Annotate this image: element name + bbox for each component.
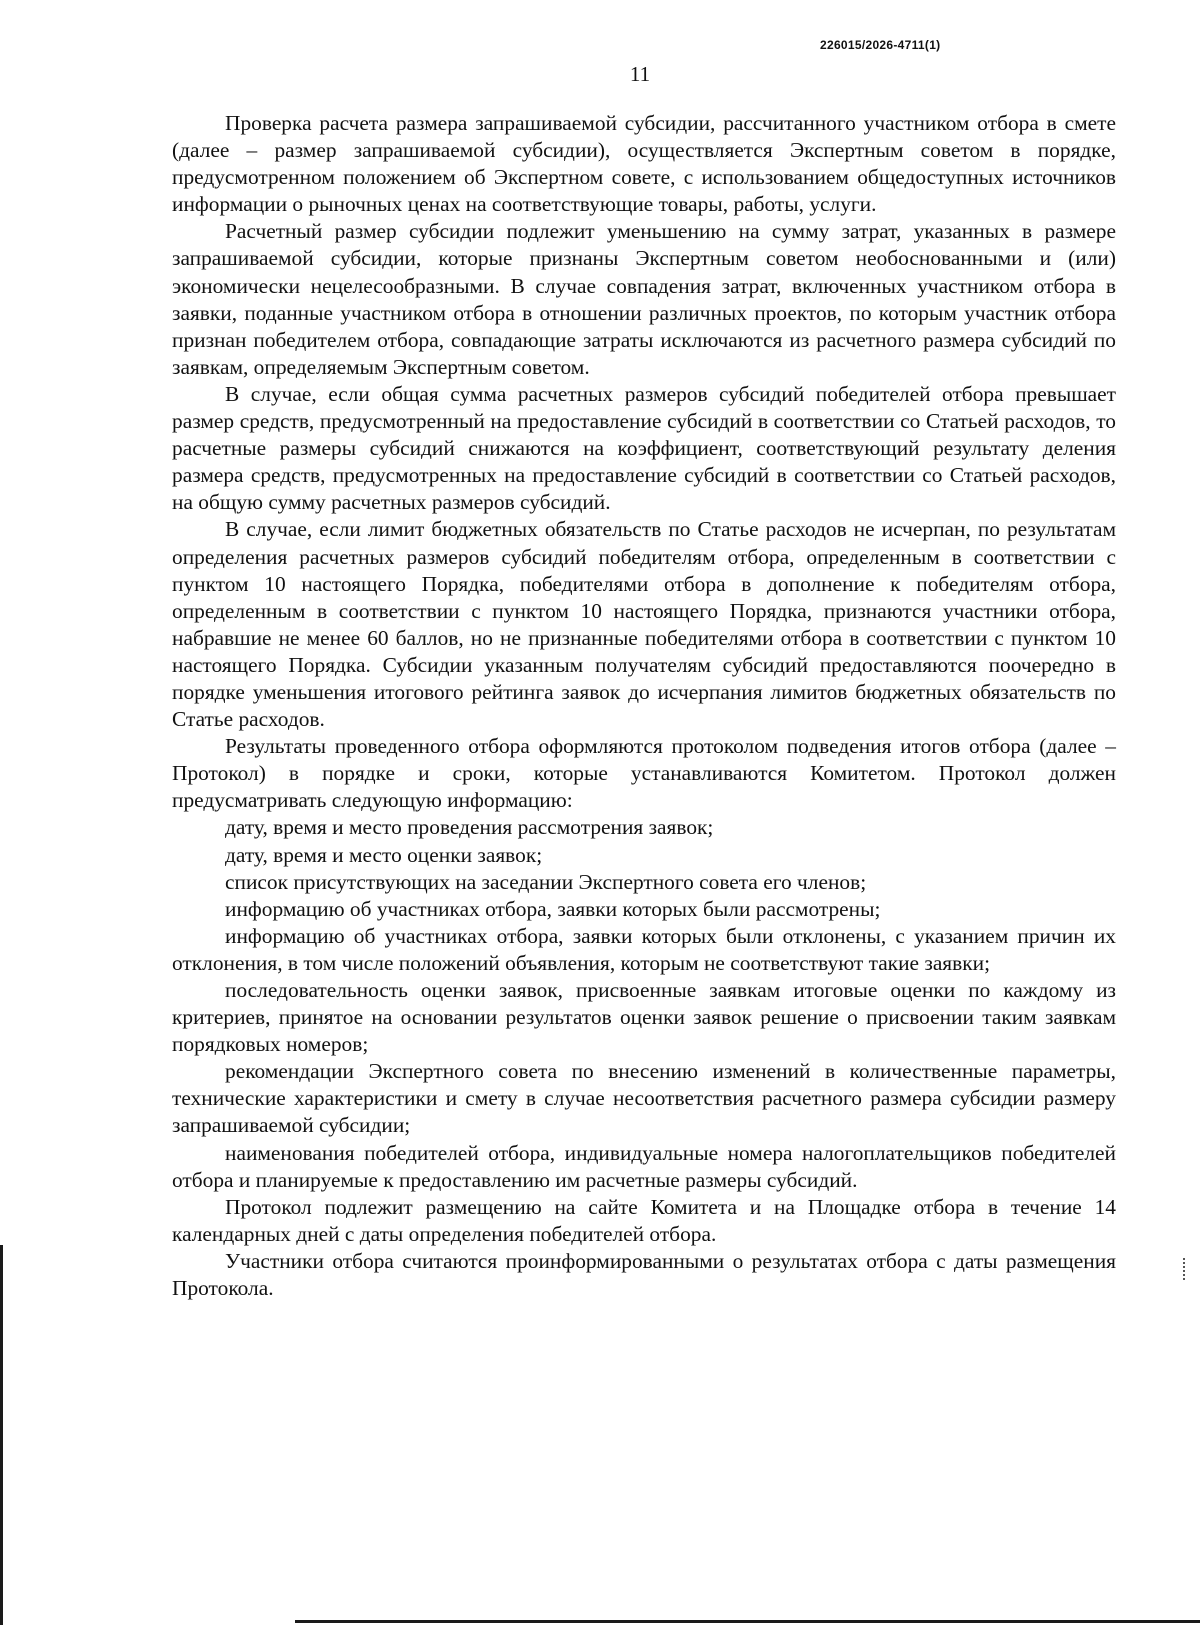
paragraph-participants-informed: Участники отбора считаются проинформированными о результатах отбора с даты размещения Протокола. — [172, 1248, 1116, 1301]
list-item-recommendations: рекомендации Экспертного совета по внесению изменений в количественные параметры, технические характеристики и смету в случае несоответствия расчетного размера субсидии размеру запрашиваемой субсидии; — [172, 1059, 1116, 1138]
list-item-attendees: список присутствующих на заседании Экспертного совета его членов; — [225, 869, 867, 894]
paragraph-budget-limit: В случае, если лимит бюджетных обязательств по Статье расходов не исчерпан, по результатам определения расчетных размеров субсидий победителям отбора, определенным в соответствии с пунктом 10 настоящего Порядка, победителями отбора в дополнение к победителям отбора, определенным в соответствии с пунктом 10 настоящего Порядка, признаются участники отбора, набравшие не менее 60 баллов, но не признанные победителями отбора в соответствии с пунктом 10 настоящего Порядка. Субсидии указанным получателям субсидий предоставляются поочередно в порядке уменьшения итогового рейтинга заявок до исчерпания лимитов бюджетных обязательств по Статье расходов. — [172, 517, 1116, 732]
list-item-rejected-participants: информацию об участниках отбора, заявки которых были отклонены, с указанием причин их отклонения, в том числе положений объявления, которым не соответствуют такие заявки; — [172, 923, 1116, 975]
list-item-review-date: дату, время и место проведения рассмотрения заявок; — [225, 815, 714, 840]
scan-bottom-edge-line — [295, 1620, 1200, 1623]
scan-margin-mark — [1183, 1258, 1187, 1280]
page-number: 11 — [629, 62, 651, 86]
document-body — [172, 110, 1116, 1302]
list-item-evaluation-sequence: последовательность оценки заявок, присвоенные заявкам итоговые оценки по каждому из критериев, принятое на основании результатов оценки заявок решение о присвоении таким заявкам порядковых номеров; — [172, 978, 1116, 1057]
document-registration-number: 226015/2026-4711(1) — [820, 38, 941, 52]
paragraph-subsidy-check: Проверка расчета размера запрашиваемой субсидии, рассчитанного участником отбора в смете (далее – размер запрашиваемой субсидии), осуществляется Экспертным советом в порядке, предусмотренном положением об Экспертном совете, с использованием общедоступных источников информации о рыночных ценах на соответствующие товары, работы, услуги. — [172, 111, 1116, 217]
paragraph-subsidy-reduction: Расчетный размер субсидии подлежит уменьшению на сумму затрат, указанных в размере запрашиваемой субсидии, которые признаны Экспертным советом необоснованными и (или) экономически нецелесообразными. В случае совпадения затрат, включенных участником отбора в заявки, поданные участником отбора в отношении различных проектов, по которым участник отбора признан победителем отбора, совпадающие затраты исключаются из расчетного размера субсидий по заявкам, определяемым Экспертным советом. — [172, 219, 1116, 379]
paragraph-coefficient: В случае, если общая сумма расчетных размеров субсидий победителей отбора превышает размер средств, предусмотренный на предоставление субсидий в соответствии со Статьей расходов, то расчетные размеры субсидий снижаются на коэффициент, соответствующий результату деления размера средств, предусмотренных на предоставление субсидий в соответствии со Статьей расходов, на общую сумму расчетных размеров субсидий. — [172, 381, 1116, 515]
list-item-reviewed-participants: информацию об участниках отбора, заявки которых были рассмотрены; — [225, 896, 881, 921]
paragraph-protocol: Результаты проведенного отбора оформляются протоколом подведения итогов отбора (далее – Протокол) в порядке и сроки, которые устанавливаются Комитетом. Протокол должен предусматривать следующую информацию: — [172, 734, 1116, 813]
scan-left-edge-line — [0, 1245, 3, 1625]
paragraph-protocol-publication: Протокол подлежит размещению на сайте Комитета и на Площадке отбора в течение 14 календарных дней с даты определения победителей отбора. — [172, 1194, 1116, 1246]
list-item-winners: наименования победителей отбора, индивидуальные номера налогоплательщиков победителей отбора и планируемые к предоставлению им расчетные размеры субсидий. — [172, 1140, 1116, 1192]
list-item-evaluation-date: дату, время и место оценки заявок; — [225, 842, 543, 867]
